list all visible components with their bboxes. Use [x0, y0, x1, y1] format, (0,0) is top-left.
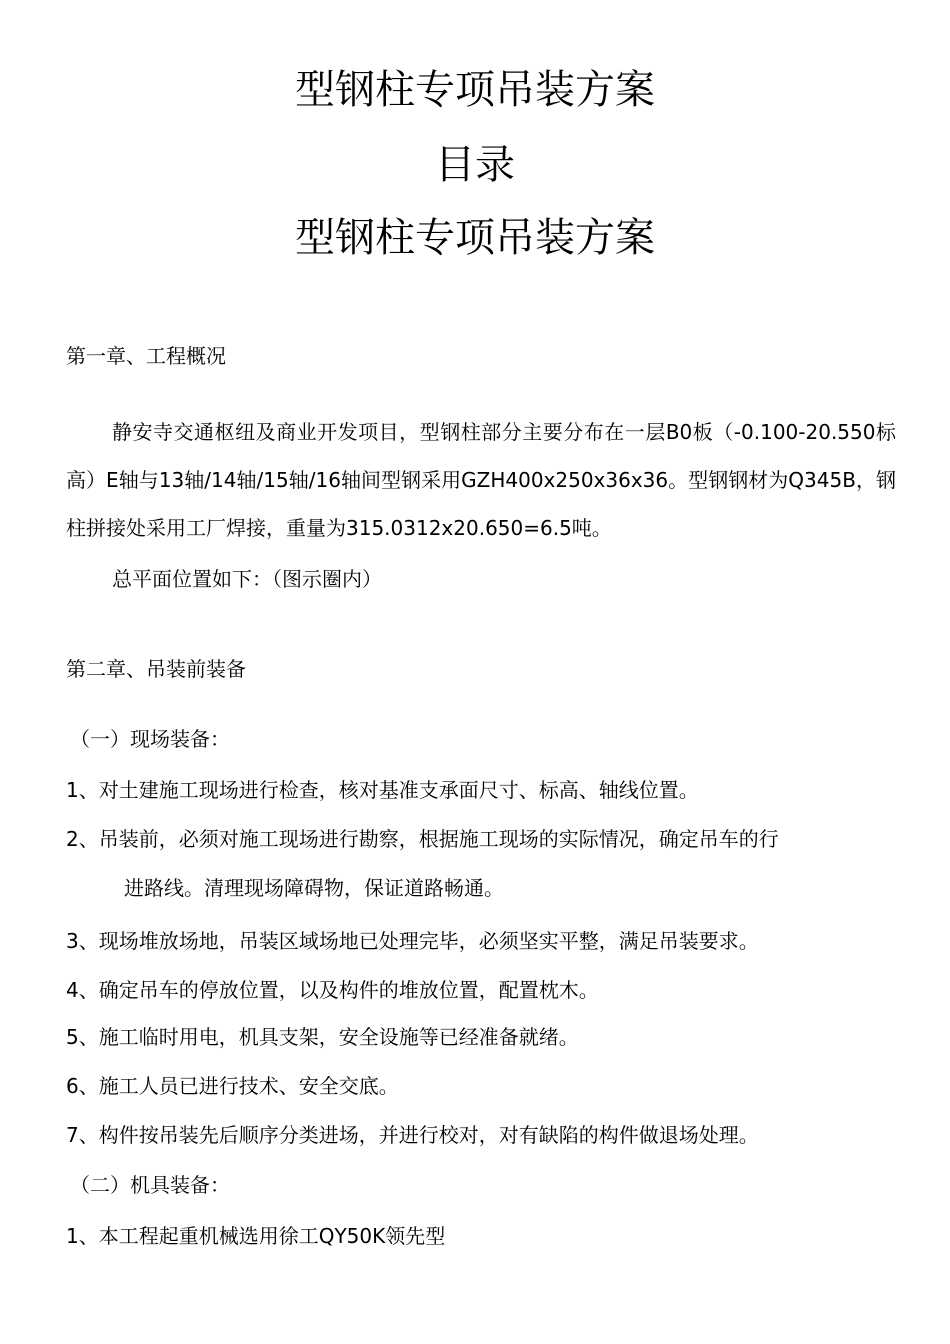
toc-heading: 目录 [435, 142, 515, 188]
document-title: 型钢柱专项吊装方案 [295, 67, 655, 113]
document-subtitle: 型钢柱专项吊装方案 [295, 215, 655, 261]
site-plan-note: 总平面位置如下：（图示圈内） [112, 567, 382, 591]
chapter1-paragraph: 静安寺交通枢纽及商业开发项目，型钢柱部分主要分布在一层B0板（-0.100-20.550标高）E轴与13轴/14轴/15轴/16轴间型钢采用GZH400x250x36x36。型钢钢材为Q345B，钢柱拼接处采用工厂焊接，重量为315.0312x20.650=6.5吨。 [66, 420, 896, 540]
section-site-preparation-heading: （一）现场装备： [70, 727, 230, 751]
list-item: 1、对土建施工现场进行检查，核对基准支承面尺寸、标高、轴线位置。 [66, 778, 699, 802]
list-item: 3、现场堆放场地，吊装区域场地已处理完毕，必须坚实平整，满足吊装要求。 [66, 929, 759, 953]
section-equipment-heading: （二）机具装备： [70, 1173, 230, 1197]
list-item: 2、吊装前，必须对施工现场进行勘察，根据施工现场的实际情况，确定吊车的行 [66, 827, 779, 851]
list-item: 1、本工程起重机械选用徐工QY50K领先型 [66, 1224, 446, 1248]
list-item: 5、施工临时用电，机具支架，安全设施等已经准备就绪。 [66, 1025, 579, 1049]
list-item-continuation: 进路线。清理现场障碍物，保证道路畅通。 [124, 876, 504, 900]
list-item: 4、确定吊车的停放位置，以及构件的堆放位置，配置枕木。 [66, 978, 599, 1002]
list-item: 6、施工人员已进行技术、安全交底。 [66, 1074, 399, 1098]
list-item: 7、构件按吊装先后顺序分类进场，并进行校对，对有缺陷的构件做退场处理。 [66, 1123, 759, 1147]
chapter2-heading: 第二章、吊装前装备 [66, 657, 246, 681]
chapter1-heading: 第一章、工程概况 [66, 344, 226, 368]
